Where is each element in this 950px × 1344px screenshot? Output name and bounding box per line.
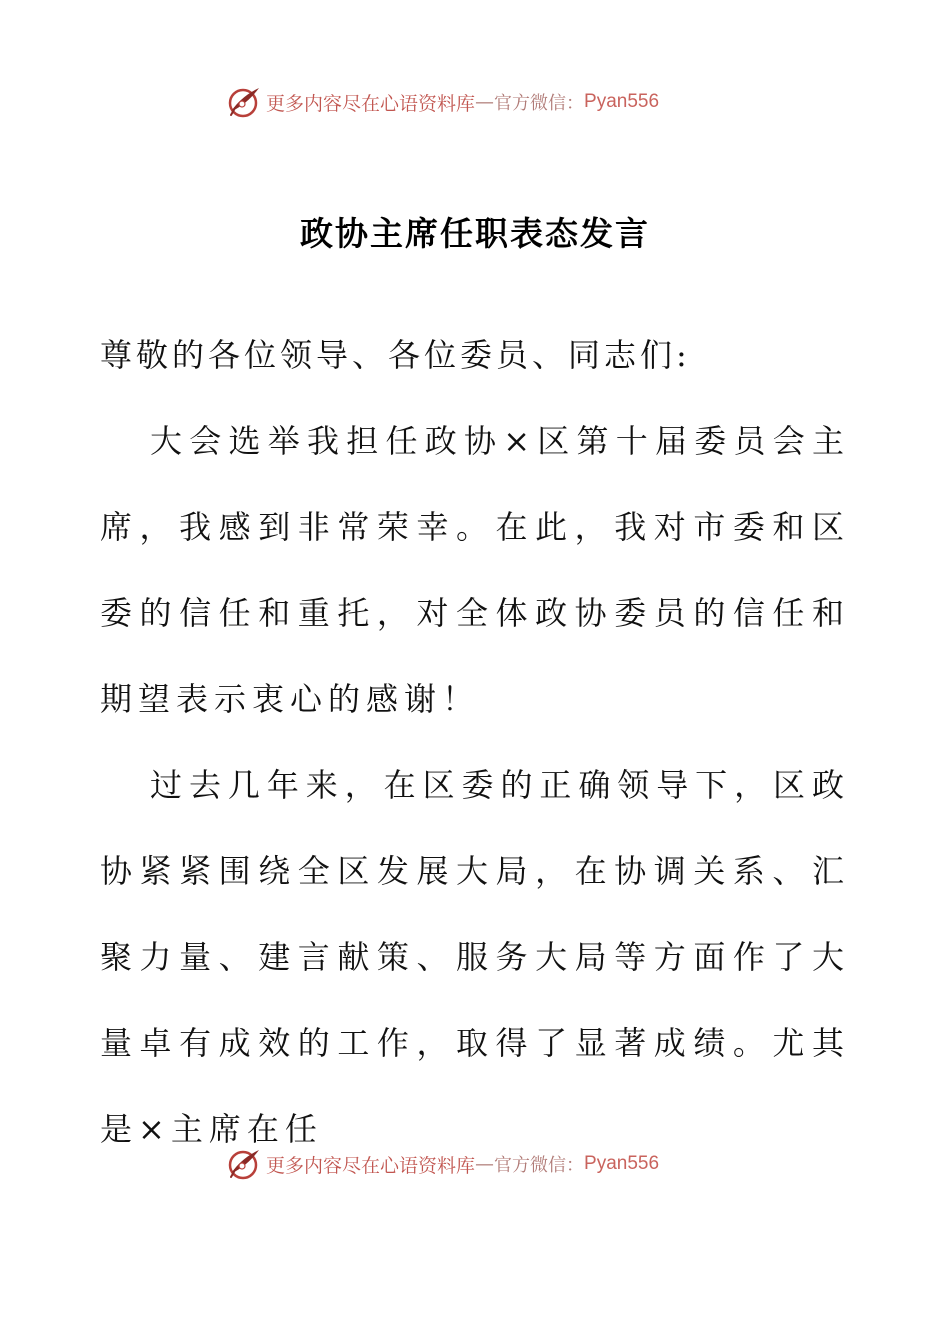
- watermark-wechat-id: Pyan556: [584, 1153, 660, 1174]
- quill-logo-icon: [226, 84, 262, 120]
- watermark-official-label: 官方微信：: [494, 93, 585, 114]
- watermark-separator: —: [475, 1153, 495, 1175]
- watermark-official-label: 官方微信：: [494, 1155, 585, 1176]
- watermark-wechat-id: Pyan556: [584, 91, 660, 112]
- paragraph: 大会选举我担任政协×区第十届委员会主席，我感到非常荣幸。在此，我对市委和区委的信任和重托，对全体政协委员的信任和期望表示衷心的感谢！: [100, 422, 850, 718]
- watermark-text: 更多内容尽在心语资料库: [266, 1154, 476, 1177]
- salutation: 尊敬的各位领导、各位委员、同志们:: [100, 336, 691, 374]
- watermark-text: 更多内容尽在心语资料库: [266, 92, 476, 115]
- footer-watermark: [226, 1146, 746, 1182]
- document-title: 政协主席任职表态发言: [300, 214, 650, 253]
- watermark-separator: —: [475, 91, 495, 113]
- quill-logo-icon: [226, 1146, 262, 1182]
- paragraph: 过去几年来，在区委的正确领导下，区政协紧紧围绕全区发展大局，在协调关系、汇聚力量、建言献策、服务大局等方面作了大量卓有成效的工作，取得了显著成绩。尤其是×主席在任: [100, 766, 850, 1148]
- header-watermark: [226, 84, 746, 120]
- document-body: [100, 312, 850, 1172]
